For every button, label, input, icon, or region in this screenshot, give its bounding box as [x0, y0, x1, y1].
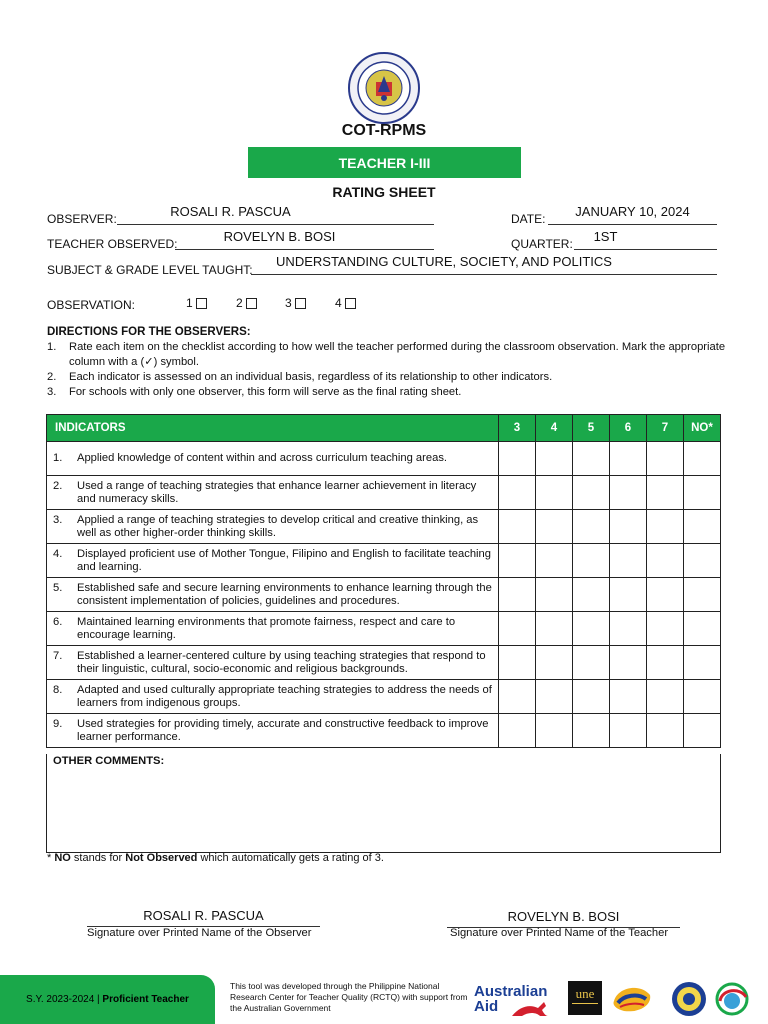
rating-cell[interactable] — [684, 680, 721, 714]
header-rating-7: 7 — [647, 415, 684, 442]
indicator-text — [53, 514, 492, 540]
date-value: JANUARY 10, 2024 — [575, 204, 690, 219]
indicator-number: 9. — [53, 717, 63, 730]
checkbox-icon — [345, 298, 356, 309]
header-rating-5: 5 — [573, 415, 610, 442]
deped-seal-logo — [348, 52, 420, 124]
rating-cell[interactable] — [610, 714, 647, 748]
indicator-cell — [47, 680, 499, 714]
table-row — [47, 510, 721, 544]
observer-field[interactable] — [117, 204, 434, 225]
rating-cell[interactable] — [536, 714, 573, 748]
rating-cell[interactable] — [684, 612, 721, 646]
header-rating-4: 4 — [536, 415, 573, 442]
indicator-cell — [47, 646, 499, 680]
rating-cell[interactable] — [647, 476, 684, 510]
indicator-number: 7. — [53, 649, 63, 662]
indicator-description: Used a range of teaching strategies that enhance learner achievement in literacy and numeracy skills. — [77, 479, 477, 505]
rating-cell[interactable] — [573, 680, 610, 714]
indicator-text — [53, 718, 492, 744]
pnu-seal-logo — [671, 981, 707, 1017]
rating-cell[interactable] — [684, 714, 721, 748]
date-label: DATE: — [511, 212, 546, 226]
australian-aid-logo: Australian Aid — [474, 982, 554, 1018]
rating-cell[interactable] — [573, 612, 610, 646]
indicator-text — [53, 684, 492, 710]
rating-cell[interactable] — [499, 476, 536, 510]
indicator-number: 5. — [53, 581, 63, 594]
rating-cell[interactable] — [536, 442, 573, 476]
rating-cell[interactable] — [499, 612, 536, 646]
teacher-value: ROVELYN B. BOSI — [223, 229, 336, 244]
observation-option-3[interactable]: 3 — [285, 296, 306, 310]
svg-text:une: une — [575, 986, 595, 1001]
rating-cell[interactable] — [647, 680, 684, 714]
indicator-cell — [47, 714, 499, 748]
rating-cell[interactable] — [684, 544, 721, 578]
table-row — [47, 714, 721, 748]
indicator-description: Established a learner-centered culture by using teaching strategies that respond to their linguistic, cultural, socio-economic and religious backgrounds. — [77, 649, 486, 675]
teacher-signature-line[interactable] — [447, 909, 680, 928]
rating-cell[interactable] — [610, 646, 647, 680]
page-title: COT-RPMS — [341, 122, 427, 139]
header-rating-3: 3 — [499, 415, 536, 442]
quarter-field[interactable] — [574, 229, 717, 250]
rating-cell[interactable] — [610, 510, 647, 544]
teacher-signature-name: ROVELYN B. BOSI — [507, 909, 620, 924]
observer-signature-caption: Signature over Printed Name of the Observer — [87, 927, 312, 939]
observer-signature-name: ROSALI R. PASCUA — [143, 908, 264, 923]
indicator-text — [53, 650, 492, 676]
rating-cell[interactable] — [499, 680, 536, 714]
header-rating-6: 6 — [610, 415, 647, 442]
rating-cell[interactable] — [647, 578, 684, 612]
rating-cell[interactable] — [536, 476, 573, 510]
checkbox-icon — [246, 298, 257, 309]
observer-value: ROSALI R. PASCUA — [170, 204, 291, 219]
subject-field[interactable] — [251, 254, 717, 275]
direction-item: 1. Rate each item on the checklist according to how well the teacher performed during the classroom observation. Mark the appropriate column with a (✓) symbol. — [47, 341, 726, 368]
simerr-logo — [610, 981, 654, 1015]
table-row — [47, 442, 721, 476]
header-not-observed: NO* — [684, 415, 721, 442]
checkbox-icon — [295, 298, 306, 309]
rating-sheet-subtitle: RATING SHEET — [332, 184, 436, 200]
rating-cell[interactable] — [536, 612, 573, 646]
rating-cell[interactable] — [573, 578, 610, 612]
table-row — [47, 544, 721, 578]
rating-cell[interactable] — [573, 544, 610, 578]
indicator-cell — [47, 578, 499, 612]
rating-cell[interactable] — [573, 476, 610, 510]
table-row — [47, 680, 721, 714]
teacher-level-banner: TEACHER I-III — [248, 147, 521, 178]
indicator-number: 1. — [53, 452, 63, 464]
rating-cell[interactable] — [610, 612, 647, 646]
indicator-description: Displayed proficient use of Mother Tongue, Filipino and English to facilitate teaching and learning. — [77, 547, 491, 573]
indicator-cell — [47, 544, 499, 578]
kangaroo-icon — [510, 1000, 550, 1018]
teacher-label: TEACHER OBSERVED: — [47, 237, 178, 251]
rating-cell[interactable] — [684, 646, 721, 680]
observer-label: OBSERVER: — [47, 212, 117, 226]
rating-cell[interactable] — [610, 442, 647, 476]
rating-cell[interactable] — [684, 476, 721, 510]
indicator-cell — [47, 510, 499, 544]
rating-cell[interactable] — [647, 544, 684, 578]
indicator-text — [53, 582, 492, 608]
footnote: * NO stands for Not Observed which automatically gets a rating of 3. — [47, 852, 384, 864]
rctq-logo — [712, 981, 752, 1017]
directions — [47, 325, 737, 400]
other-comments-label: OTHER COMMENTS: — [53, 755, 165, 767]
indicator-text — [53, 616, 492, 642]
rating-cell[interactable] — [647, 714, 684, 748]
rating-cell[interactable] — [610, 544, 647, 578]
table-header-row — [47, 415, 721, 442]
rating-cell[interactable] — [536, 510, 573, 544]
indicator-number: 4. — [53, 547, 63, 560]
indicators-table — [46, 414, 721, 748]
checkbox-icon — [196, 298, 207, 309]
header-indicators: INDICATORS — [47, 415, 499, 442]
indicator-text — [53, 480, 492, 506]
table-row — [47, 612, 721, 646]
indicator-description: Applied knowledge of content within and across curriculum teaching areas. — [77, 452, 448, 464]
other-comments-box[interactable] — [46, 754, 721, 853]
indicator-description: Adapted and used culturally appropriate teaching strategies to address the needs of learners from indigenous groups. — [77, 683, 492, 709]
observation-option-1[interactable]: 1 — [186, 296, 207, 310]
indicator-cell — [47, 476, 499, 510]
rating-cell[interactable] — [536, 578, 573, 612]
rating-cell[interactable] — [536, 680, 573, 714]
observer-signature-line[interactable] — [87, 908, 320, 927]
observation-label: OBSERVATION: — [47, 298, 136, 312]
indicator-text — [53, 452, 492, 465]
rating-cell[interactable] — [647, 510, 684, 544]
observation-option-4[interactable]: 4 — [335, 296, 356, 310]
rating-cell[interactable] — [647, 612, 684, 646]
quarter-label: QUARTER: — [511, 237, 573, 251]
rating-cell[interactable] — [573, 646, 610, 680]
rating-cell[interactable] — [499, 510, 536, 544]
rating-cell[interactable] — [536, 646, 573, 680]
indicator-number: 6. — [53, 615, 63, 628]
teacher-field[interactable] — [175, 229, 434, 250]
indicator-number: 3. — [53, 513, 63, 526]
rating-cell[interactable] — [647, 442, 684, 476]
indicator-description: Maintained learning environments that promote fairness, respect and care to encourage learning. — [77, 615, 456, 641]
rating-cell[interactable] — [573, 442, 610, 476]
indicator-description: Established safe and secure learning environments to enhance learning through the consistent implementation of policies, guidelines and procedures. — [77, 581, 492, 607]
subject-label: SUBJECT & GRADE LEVEL TAUGHT: — [47, 263, 253, 277]
observation-option-2[interactable]: 2 — [236, 296, 257, 310]
rating-cell[interactable] — [499, 544, 536, 578]
rating-cell[interactable] — [499, 578, 536, 612]
une-logo — [568, 981, 602, 1015]
table-row — [47, 646, 721, 680]
subject-value: UNDERSTANDING CULTURE, SOCIETY, AND POLITICS — [276, 254, 612, 269]
support-text: This tool was developed through the Philippine National Research Center for Teacher Quality (RCTQ) with support from the Australian Government — [230, 981, 468, 1013]
school-year-badge: S.Y. 2023-2024 | Proficient Teacher — [0, 975, 215, 1024]
directions-heading: DIRECTIONS FOR THE OBSERVERS: — [47, 326, 251, 338]
rating-cell[interactable] — [573, 714, 610, 748]
rating-cell[interactable] — [647, 646, 684, 680]
direction-item: 3. For schools with only one observer, this form will serve as the final rating sheet. — [47, 386, 462, 398]
rating-cell[interactable] — [499, 646, 536, 680]
indicator-cell — [47, 612, 499, 646]
indicator-description: Used strategies for providing timely, accurate and constructive feedback to improve learner performance. — [77, 717, 489, 743]
indicator-number: 8. — [53, 683, 63, 696]
teacher-signature-caption: Signature over Printed Name of the Teacher — [450, 927, 669, 939]
quarter-value: 1ST — [593, 229, 618, 244]
table-row — [47, 476, 721, 510]
rating-cell[interactable] — [573, 510, 610, 544]
rating-cell[interactable] — [499, 714, 536, 748]
rating-cell[interactable] — [536, 544, 573, 578]
indicator-text — [53, 548, 492, 574]
rating-cell[interactable] — [684, 510, 721, 544]
rating-cell[interactable] — [684, 442, 721, 476]
indicator-cell — [47, 442, 499, 476]
indicator-description: Applied a range of teaching strategies to develop critical and creative thinking, as well as other higher-order thinking skills. — [77, 513, 479, 539]
rating-cell[interactable] — [610, 578, 647, 612]
indicator-number: 2. — [53, 479, 63, 492]
rating-cell[interactable] — [610, 476, 647, 510]
date-field[interactable] — [548, 204, 717, 225]
rating-cell[interactable] — [499, 442, 536, 476]
rating-cell[interactable] — [684, 578, 721, 612]
table-row — [47, 578, 721, 612]
rating-cell[interactable] — [610, 680, 647, 714]
direction-item: 2. Each indicator is assessed on an individual basis, regardless of its relationship to other indicators. — [47, 371, 553, 383]
